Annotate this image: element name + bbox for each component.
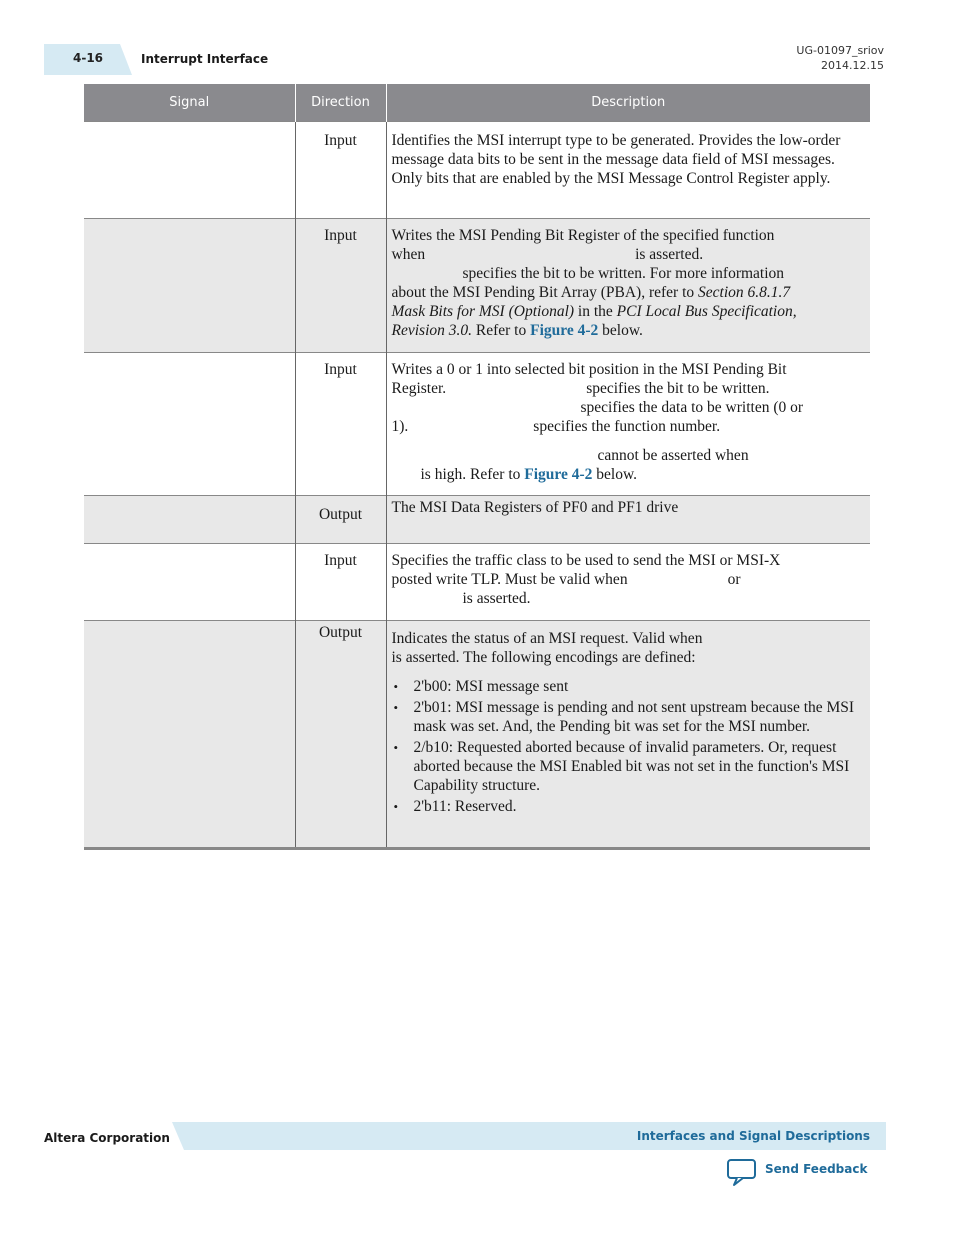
- text-fragment: Revision 3.0.: [391, 322, 472, 339]
- footer-company: Altera Corporation: [44, 1131, 170, 1145]
- text-fragment: is asserted. The following encodings are defined:: [391, 649, 696, 666]
- description-text: [392, 353, 863, 484]
- text-fragment: PCI Local Bus Specification,: [616, 303, 797, 320]
- table-row: [84, 219, 870, 353]
- direction-cell: [295, 353, 386, 496]
- description-text: [392, 219, 863, 340]
- signal-cell: [84, 219, 295, 353]
- text-fragment: specifies the function number.: [533, 418, 721, 435]
- description-cell: [386, 544, 870, 621]
- signal-table: [84, 84, 870, 850]
- description-cell: [386, 621, 870, 849]
- signal-cell: [84, 544, 295, 621]
- document-id-block: [796, 43, 884, 73]
- text-fragment: Mask Bits for MSI (Optional): [391, 303, 575, 320]
- table-row: [84, 496, 870, 544]
- section-title: Interrupt Interface: [141, 52, 269, 66]
- description-cell: [386, 496, 870, 544]
- direction-cell: [295, 544, 386, 621]
- description-text: [392, 544, 863, 608]
- table-row: [84, 621, 870, 849]
- text-fragment: when: [391, 246, 426, 263]
- text-fragment: below.: [596, 466, 638, 483]
- text-fragment: 1).: [391, 418, 409, 435]
- figure-4-2-link[interactable]: Figure 4-2: [524, 466, 593, 483]
- text-fragment: Refer to: [475, 322, 527, 339]
- send-feedback-label[interactable]: Send Feedback: [765, 1162, 868, 1176]
- text-fragment: specifies the bit to be written. For more information: [462, 265, 785, 282]
- text-fragment: Section 6.8.1.7: [698, 284, 791, 301]
- send-feedback-button[interactable]: [726, 1158, 868, 1188]
- description-cell: [386, 353, 870, 496]
- document-id: UG-01097_sriov: [796, 44, 884, 57]
- direction-value: Output: [318, 624, 363, 641]
- signal-cell: [84, 496, 295, 544]
- description-cell: [386, 122, 870, 219]
- description-cell: [386, 219, 870, 353]
- text-fragment: Writes the MSI Pending Bit Register of the specified function: [391, 227, 775, 244]
- text-fragment: is high. Refer to: [420, 466, 521, 483]
- table-header-row: [84, 84, 870, 122]
- signal-cell: [84, 122, 295, 219]
- text-fragment: below.: [602, 322, 643, 339]
- text-fragment: specifies the data to be written (0 or: [580, 399, 804, 416]
- direction-value: Output: [318, 506, 363, 523]
- direction-value: Input: [324, 132, 357, 149]
- text-fragment: Register.: [391, 380, 447, 397]
- column-header-direction: Direction: [295, 84, 386, 122]
- direction-cell: [295, 122, 386, 219]
- description-text: Identifies the MSI interrupt type to be generated. Provides the low-order message data bits to be sent in the message data field of MSI messages. Only bits that are enabled by the MSI Message Control Register apply.: [391, 132, 841, 187]
- page-number-tab: [44, 44, 132, 75]
- text-fragment: posted write TLP. Must be valid when: [391, 571, 628, 588]
- page-number: 4-16: [72, 51, 104, 65]
- direction-cell: [295, 621, 386, 849]
- encoding-list: [392, 677, 863, 816]
- signal-cell: [84, 621, 295, 849]
- text-fragment: cannot be asserted when: [597, 447, 749, 464]
- text-fragment: Indicates the status of an MSI request. Valid when: [391, 630, 703, 647]
- list-item: • 2'b01: MSI message is pending and not sent upstream because the MSI mask was set. And, the Pending bit was set for the MSI number.: [392, 698, 863, 736]
- direction-value: Input: [324, 552, 357, 569]
- table-row: [84, 544, 870, 621]
- column-header-description: Description: [386, 84, 870, 122]
- document-date: 2014.12.15: [821, 59, 884, 72]
- text-fragment: about the MSI Pending Bit Array (PBA), refer to: [391, 284, 695, 301]
- description-text: The MSI Data Registers of PF0 and PF1 drive: [391, 499, 679, 516]
- direction-value: Input: [324, 361, 357, 378]
- footer-chapter-title: Interfaces and Signal Descriptions: [636, 1129, 870, 1143]
- direction-value: Input: [324, 227, 357, 244]
- table-row: [84, 353, 870, 496]
- text-fragment: Writes a 0 or 1 into selected bit position in the MSI Pending Bit: [391, 361, 787, 378]
- list-item: • 2'b00: MSI message sent: [392, 677, 863, 696]
- speech-bubble-icon: [726, 1158, 758, 1188]
- text-fragment: Specifies the traffic class to be used to send the MSI or MSI-X: [391, 552, 781, 569]
- list-item: • 2'b11: Reserved.: [392, 797, 863, 816]
- text-fragment: specifies the bit to be written.: [586, 380, 770, 397]
- direction-cell: [295, 219, 386, 353]
- direction-cell: [295, 496, 386, 544]
- description-text: [392, 621, 863, 816]
- text-fragment: is asserted.: [635, 246, 704, 263]
- table-row: [84, 122, 870, 219]
- text-fragment: is asserted.: [462, 590, 531, 607]
- text-fragment: or: [727, 571, 741, 588]
- figure-4-2-link[interactable]: Figure 4-2: [530, 322, 599, 339]
- column-header-signal: Signal: [84, 84, 295, 122]
- list-item: • 2/b10: Requested aborted because of invalid parameters. Or, request aborted because the MSI Enabled bit was not set in the function's MSI Capability structure.: [392, 738, 863, 795]
- signal-cell: [84, 353, 295, 496]
- text-fragment: in the: [577, 303, 613, 320]
